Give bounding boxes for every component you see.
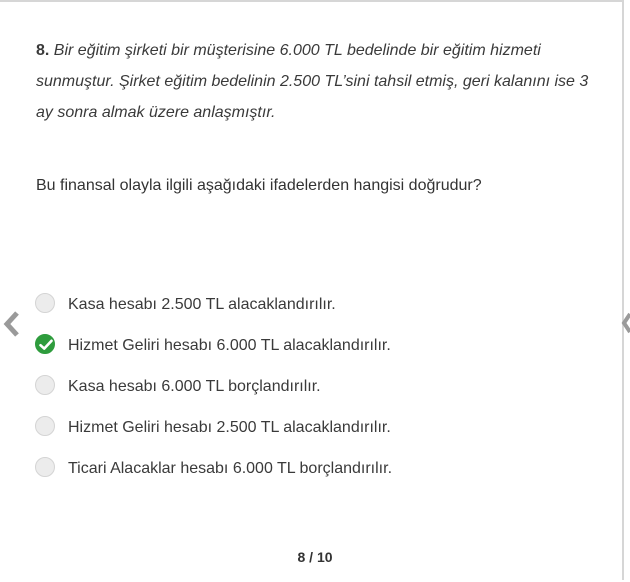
chevron-left-icon	[0, 309, 24, 339]
answer-option-e[interactable]	[35, 446, 595, 487]
answer-option-b[interactable]	[35, 323, 595, 364]
answer-option-label: Hizmet Geliri hesabı 2.500 TL alacaklandırılır.	[68, 418, 391, 436]
answer-options	[35, 282, 595, 487]
answer-option-c[interactable]	[35, 364, 595, 405]
chevron-right-icon	[620, 311, 630, 335]
question-number: 8.	[36, 42, 50, 59]
radio-button[interactable]	[35, 416, 55, 436]
answer-option-label: Hizmet Geliri hesabı 6.000 TL alacaklandırılır.	[68, 336, 391, 354]
answer-option-a[interactable]	[35, 282, 595, 323]
radio-button-checked[interactable]	[35, 334, 55, 354]
previous-question-button[interactable]	[0, 309, 24, 339]
radio-button[interactable]	[35, 293, 55, 313]
radio-button[interactable]	[35, 457, 55, 477]
page-indicator: 8 / 10	[297, 549, 333, 565]
question-body: Bir eğitim şirketi bir müşterisine 6.000 TL bedelinde bir eğitim hizmeti sunmuştur. Şirket eğitim bedelinin 2.500 TL’sini tahsil etmiş, geri kalanını ise 3 ay sonra almak üzere anlaşmıştır.	[36, 42, 589, 121]
answer-option-label: Kasa hesabı 6.000 TL borçlandırılır.	[68, 377, 321, 395]
radio-button[interactable]	[35, 375, 55, 395]
question-prompt: Bu finansal olayla ilgili aşağıdaki ifadelerden hangisi doğrudur?	[36, 177, 482, 194]
checkmark-icon	[39, 339, 53, 351]
question-text-block	[36, 35, 608, 128]
answer-option-d[interactable]	[35, 405, 595, 446]
answer-option-label: Ticari Alacaklar hesabı 6.000 TL borçlandırılır.	[68, 459, 393, 477]
answer-option-label: Kasa hesabı 2.500 TL alacaklandırılır.	[68, 295, 336, 313]
next-question-button[interactable]	[620, 311, 630, 335]
